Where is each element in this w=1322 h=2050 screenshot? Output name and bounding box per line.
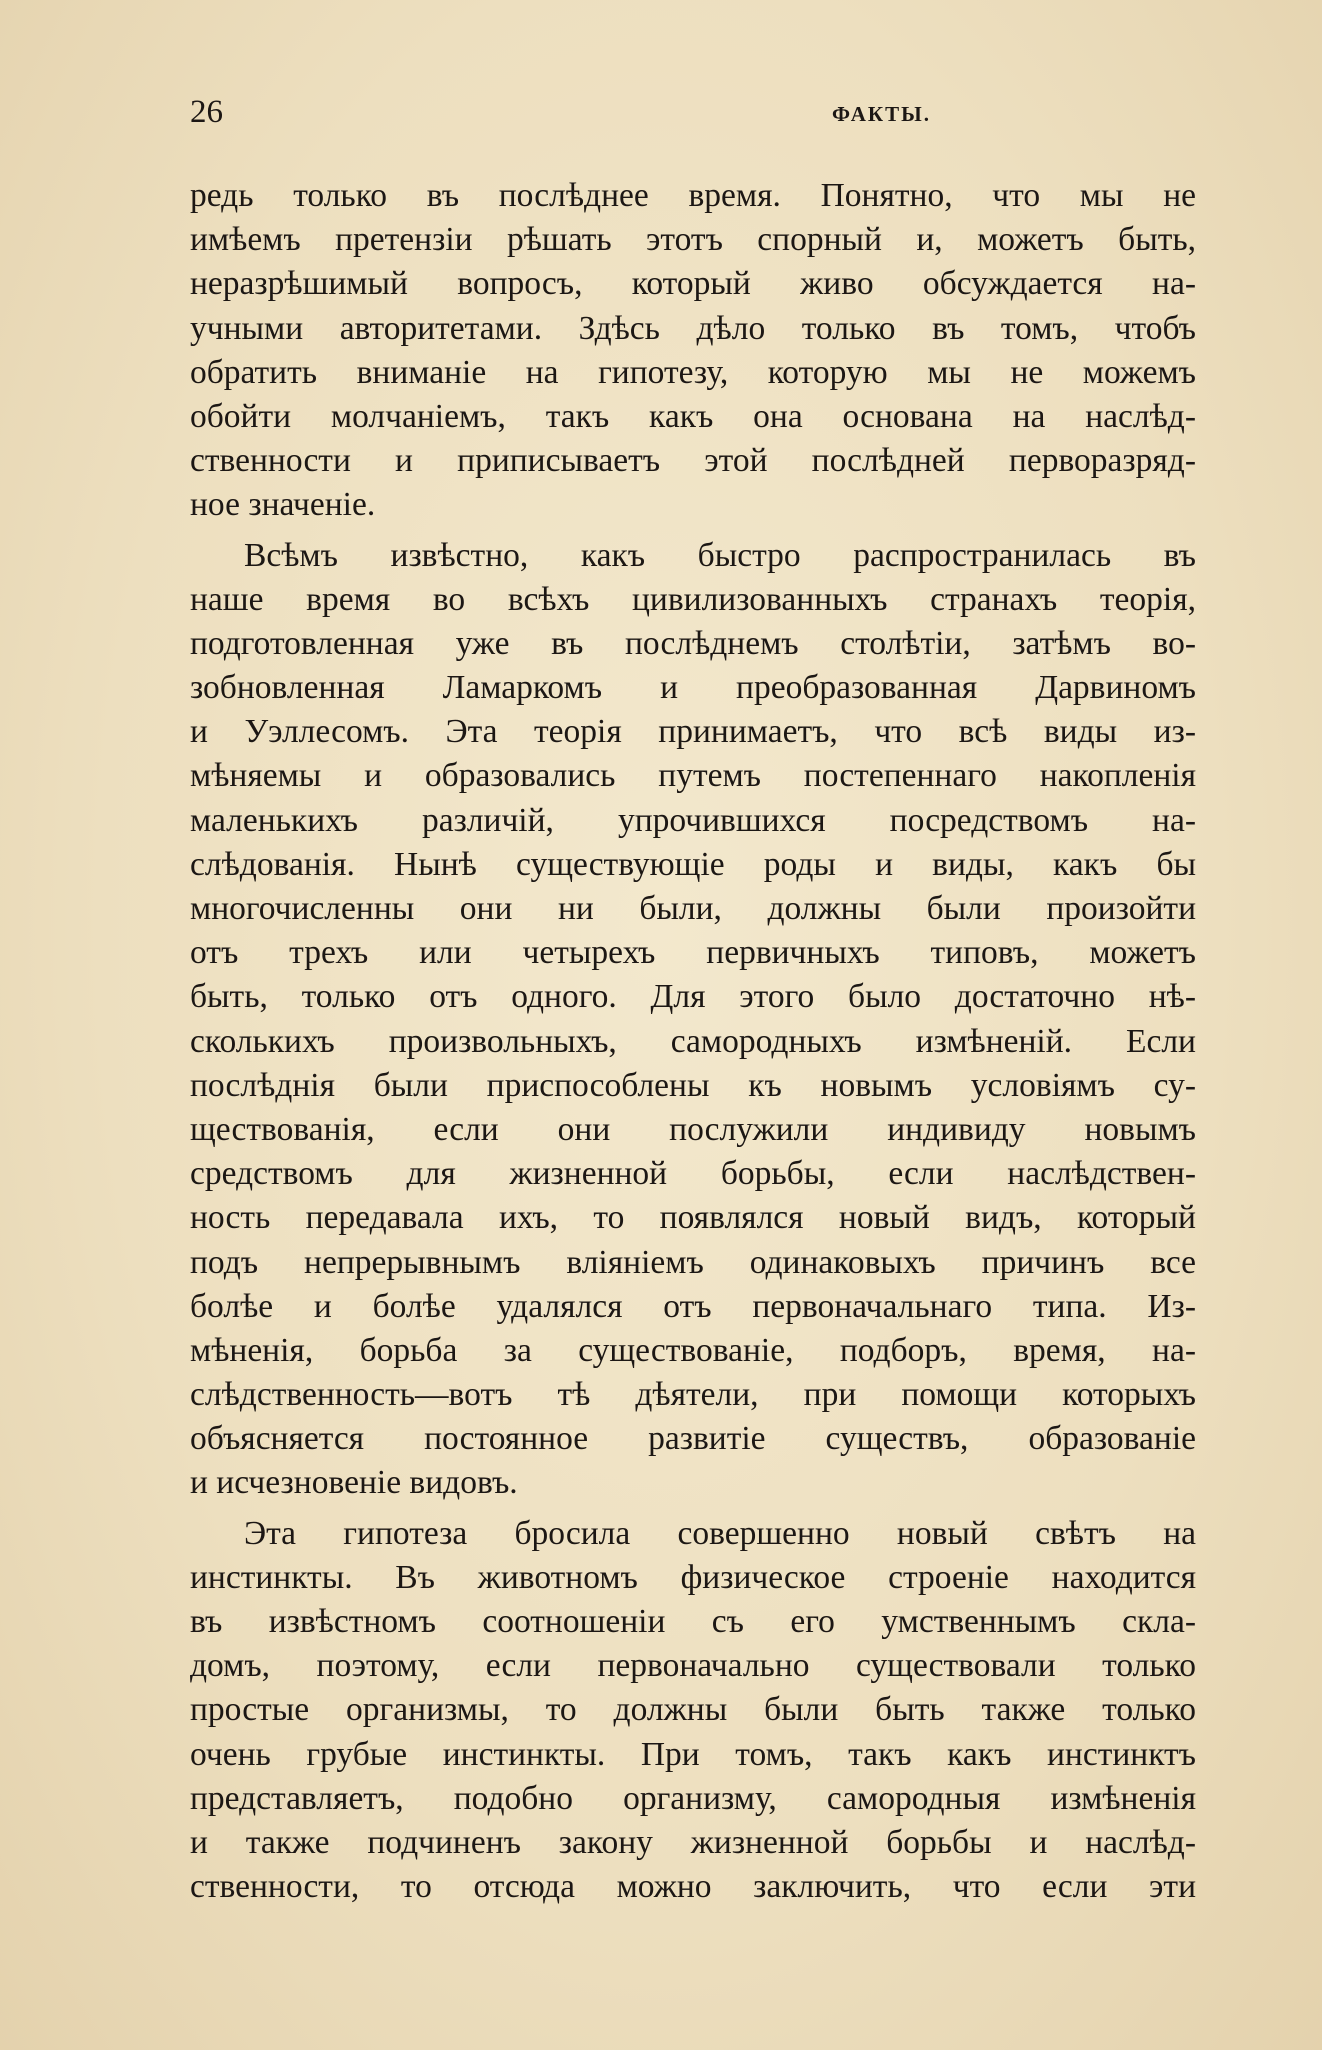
text-line: Эта гипотеза бросила совершенно новый свѣтъ на (244, 1514, 1196, 1552)
text-line: домъ, поэтому, если первоначально существовали только (190, 1647, 1196, 1685)
text-line: слѣдственность—вотъ тѣ дѣятели, при помощи которыхъ (190, 1376, 1196, 1414)
text-line: ществованія, если они послужили индивиду новымъ (190, 1110, 1196, 1148)
text-line: ственности, то отсюда можно заключить, что если эти (190, 1868, 1196, 1906)
page-number: 26 (190, 94, 223, 130)
body-text (190, 174, 1196, 1909)
page-header (190, 92, 1200, 132)
text-line: ное значеніе. (190, 486, 376, 524)
paragraph (190, 534, 1196, 1506)
text-line: редь только въ послѣднее время. Понятно, что мы не (190, 177, 1196, 214)
text-line: зобновленная Ламаркомъ и преобразованная Дарвиномъ (190, 669, 1196, 707)
text-line: имѣемъ претензіи рѣшать этотъ спорный и, можетъ быть, (190, 221, 1196, 259)
text-line: отъ трехъ или четырехъ первичныхъ типовъ, можетъ (190, 934, 1196, 972)
text-line: подготовленная уже въ послѣднемъ столѣтіи, затѣмъ во- (190, 624, 1196, 662)
text-line: быть, только отъ одного. Для этого было достаточно нѣ- (190, 978, 1196, 1016)
text-line: мѣненія, борьба за существованіе, подборъ, время, на- (190, 1331, 1196, 1369)
text-line: слѣдованія. Нынѣ существующіе роды и виды, какъ бы (190, 845, 1196, 883)
text-line: обратить вниманіе на гипотезу, которую мы не можемъ (190, 353, 1196, 391)
text-line: многочисленны они ни были, должны были произойти (190, 890, 1196, 927)
text-line: подъ непрерывнымъ вліяніемъ одинаковыхъ причинъ все (190, 1243, 1196, 1281)
paragraph (190, 1512, 1196, 1910)
text-line: очень грубые инстинкты. При томъ, такъ какъ инстинктъ (190, 1735, 1196, 1773)
text-line: обойти молчаніемъ, такъ какъ она основана на наслѣд- (190, 397, 1196, 435)
text-line: ственности и приписываетъ этой послѣдней перворазряд- (190, 442, 1196, 480)
text-line: и Уэллесомъ. Эта теорія принимаетъ, что всѣ виды из- (190, 713, 1196, 751)
text-line: и исчезновеніе видовъ. (190, 1464, 518, 1502)
paragraph (190, 174, 1196, 528)
text-line: и также подчиненъ закону жизненной борьбы и наслѣд- (190, 1823, 1196, 1861)
text-line: маленькихъ различій, упрочившихся посредствомъ на- (190, 801, 1196, 839)
text-line: сколькихъ произвольныхъ, самородныхъ измѣненій. Если (190, 1022, 1196, 1060)
text-line: наше время во всѣхъ цивилизованныхъ странахъ теорія, (190, 580, 1196, 618)
text-line: объясняется постоянное развитіе существъ, образованіе (190, 1420, 1196, 1458)
text-line: учными авторитетами. Здѣсь дѣло только въ томъ, чтобъ (190, 309, 1196, 347)
running-head: ФАКТЫ. (832, 102, 931, 126)
text-line: ность передавала ихъ, то появлялся новый видъ, который (190, 1199, 1196, 1237)
text-line: послѣднія были приспособлены къ новымъ условіямъ су- (190, 1066, 1196, 1104)
text-line: представляетъ, подобно организму, самородныя измѣненія (190, 1779, 1196, 1817)
text-line: въ извѣстномъ соотношеніи съ его умственнымъ скла- (190, 1603, 1196, 1640)
text-line: мѣняемы и образовались путемъ постепеннаго накопленія (190, 757, 1196, 795)
text-line: болѣе и болѣе удалялся отъ первоначальнаго типа. Из- (190, 1287, 1196, 1325)
text-line: инстинкты. Въ животномъ физическое строеніе находится (190, 1558, 1196, 1596)
text-line: простые организмы, то должны были быть также только (190, 1691, 1196, 1729)
text-line: неразрѣшимый вопросъ, который живо обсуждается на- (190, 265, 1196, 303)
text-line: средствомъ для жизненной борьбы, если наслѣдствен- (190, 1155, 1196, 1193)
text-line: Всѣмъ извѣстно, какъ быстро распространилась въ (244, 536, 1196, 574)
